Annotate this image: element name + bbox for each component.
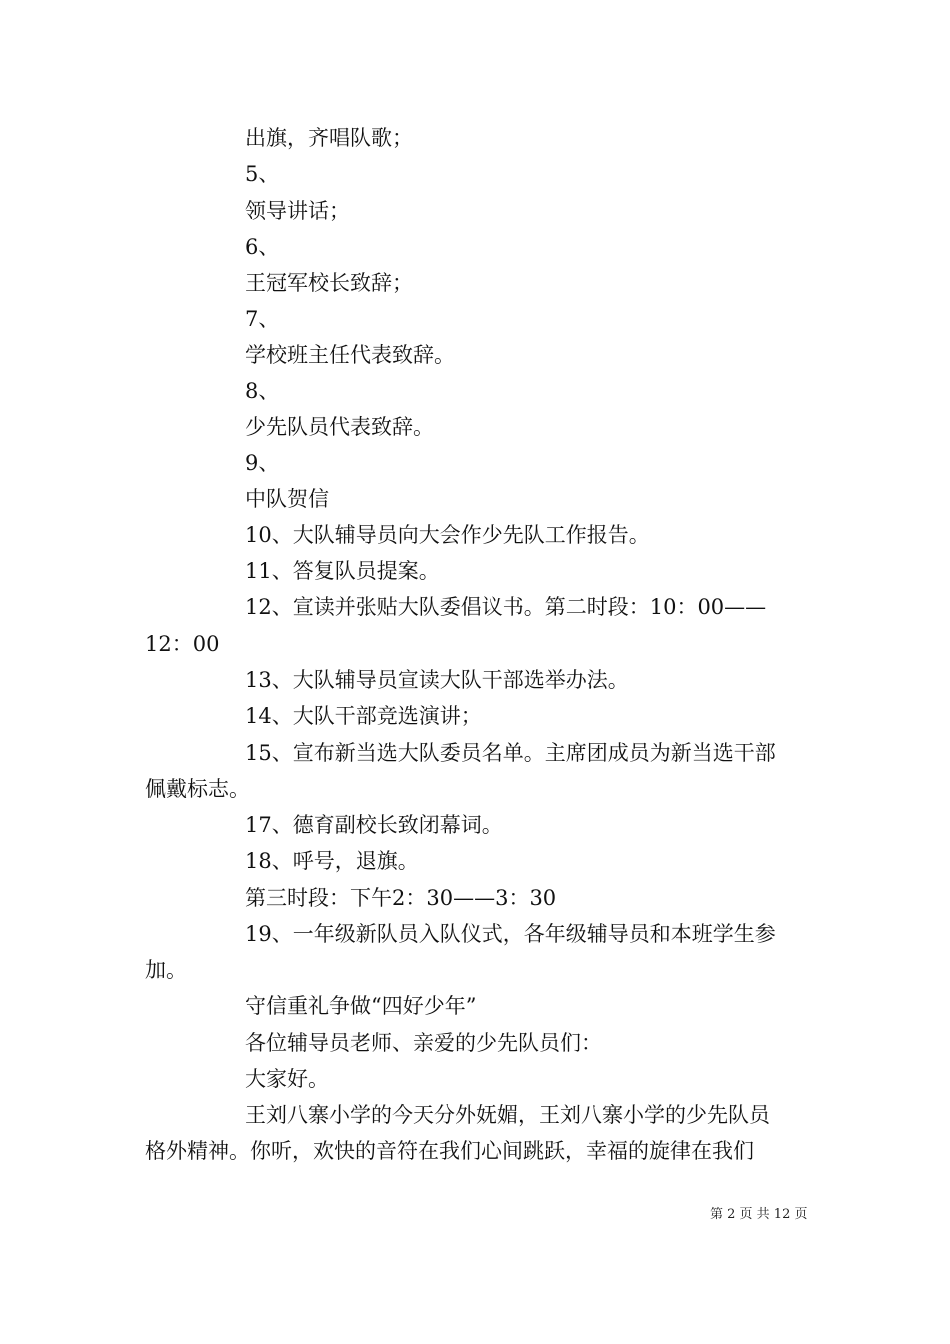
text-line: 14、大队干部竞选演讲； [245,704,482,728]
text-line: 格外精神。你听，欢快的音符在我们心间跳跃，幸福的旋律在我们 [145,1139,754,1163]
text-line: 17、德育副校长致闭幕词。 [245,813,503,837]
text-line: 各位辅导员老师、亲爱的少先队员们： [245,1031,602,1055]
text-line: 7、 [245,307,280,331]
text-line: 第三时段：下午2：30——3：30 [245,886,557,910]
text-line: 13、大队辅导员宣读大队干部选举办法。 [245,668,629,692]
text-line: 5、 [245,162,280,186]
text-line: 8、 [245,379,280,403]
text-line: 15、宣布新当选大队委员名单。主席团成员为新当选干部 [245,741,776,765]
text-line: 10、大队辅导员向大会作少先队工作报告。 [245,523,650,547]
text-line: 大家好。 [245,1067,329,1091]
text-line: 守信重礼争做“四好少年” [245,994,477,1018]
text-line: 领导讲话； [245,199,350,223]
text-line: 佩戴标志。 [145,777,250,801]
text-line: 中队贺信 [245,487,329,511]
text-line: 11、答复队员提案。 [245,559,440,583]
text-line: 12：00 [145,632,220,656]
text-line: 王刘八寨小学的今天分外妩媚，王刘八寨小学的少先队员 [245,1103,770,1127]
page-number-footer: 第 2 页 共 12 页 [710,1207,808,1222]
text-line: 学校班主任代表致辞。 [245,343,455,367]
text-line: 出旗，齐唱队歌； [245,126,413,150]
text-line: 少先队员代表致辞。 [245,415,434,439]
text-line: 18、呼号，退旗。 [245,849,419,873]
text-line: 加。 [145,958,187,982]
text-line: 19、一年级新队员入队仪式，各年级辅导员和本班学生参 [245,922,776,946]
text-line: 9、 [245,451,280,475]
text-line: 6、 [245,235,280,259]
text-line: 王冠军校长致辞； [245,271,413,295]
text-line: 12、宣读并张贴大队委倡议书。第二时段：10：00—— [245,595,767,619]
